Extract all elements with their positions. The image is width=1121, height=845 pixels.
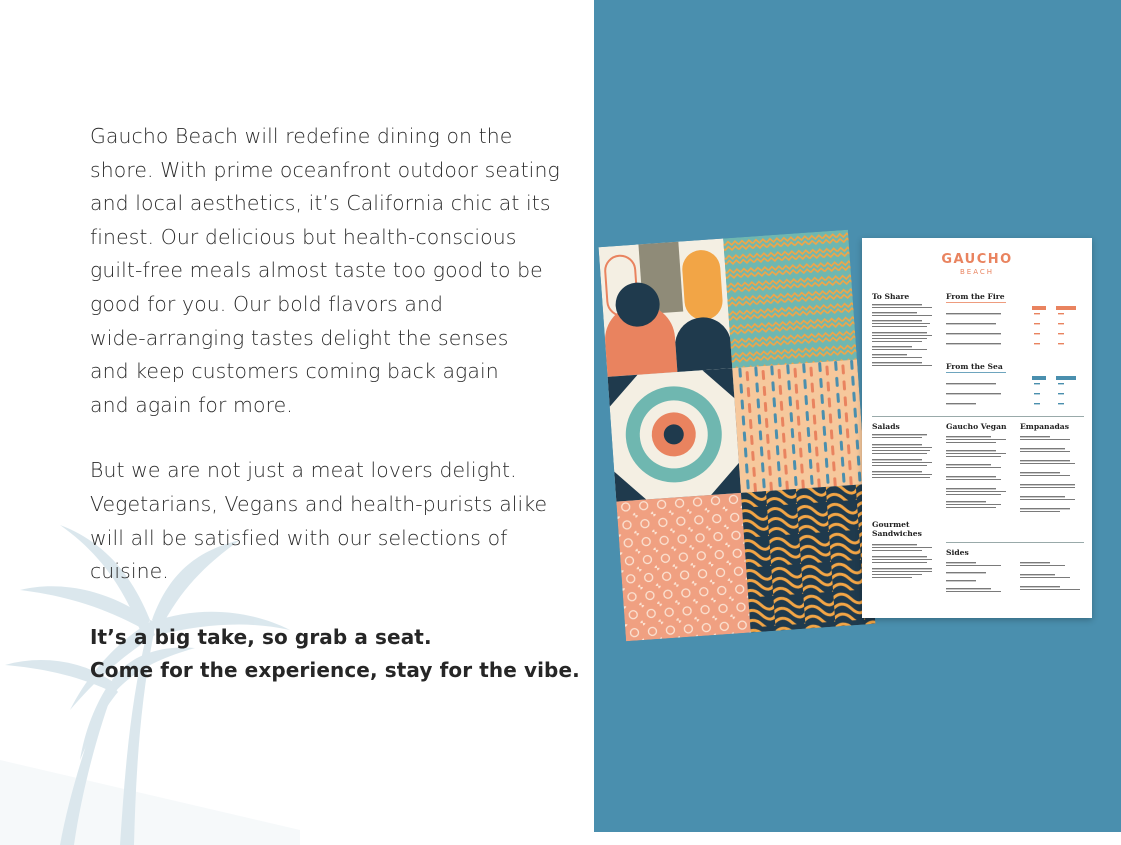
section-sandwiches-2: Sandwiches <box>872 529 922 538</box>
menu-logo-subtitle: BEACH <box>959 268 995 276</box>
section-salads: Salads <box>872 422 900 431</box>
section-empanadas: Empanadas <box>1020 422 1069 431</box>
section-to-share: To Share <box>872 292 910 301</box>
section-vegan: Gaucho Vegan <box>946 422 1007 431</box>
section-sides: Sides <box>946 548 969 557</box>
section-sandwiches: Gourmet <box>872 520 910 529</box>
section-from-fire: From the Fire <box>946 292 1005 301</box>
menu-logo: GAUCHO <box>941 252 1013 267</box>
section-from-sea: From the Sea <box>946 362 1003 371</box>
intro-paragraph-2: But we are not just a meat lovers delight. Vegetarians, Vegans and health-purists alike will all be satisfied with our selections of cuisine. <box>90 458 548 584</box>
tagline: It’s a big take, so grab a seat. Come for the experience, stay for the vibe. <box>90 624 580 683</box>
menu-card <box>862 238 1092 618</box>
intro-paragraph-1: Gaucho Beach will redefine dining on the shore. With prime oceanfront outdoor seating and local aesthetics, it’s California chic at its finest. Our delicious but health-conscious guilt-free meals almost taste too good to be good for you. Our bold flavors and wide-arranging tastes delight the senses and keep customers coming back again and again for more. <box>90 124 560 417</box>
menu-fine-print <box>862 238 1092 618</box>
intro-copy <box>90 120 580 720</box>
pattern-tiles-card <box>599 230 876 641</box>
